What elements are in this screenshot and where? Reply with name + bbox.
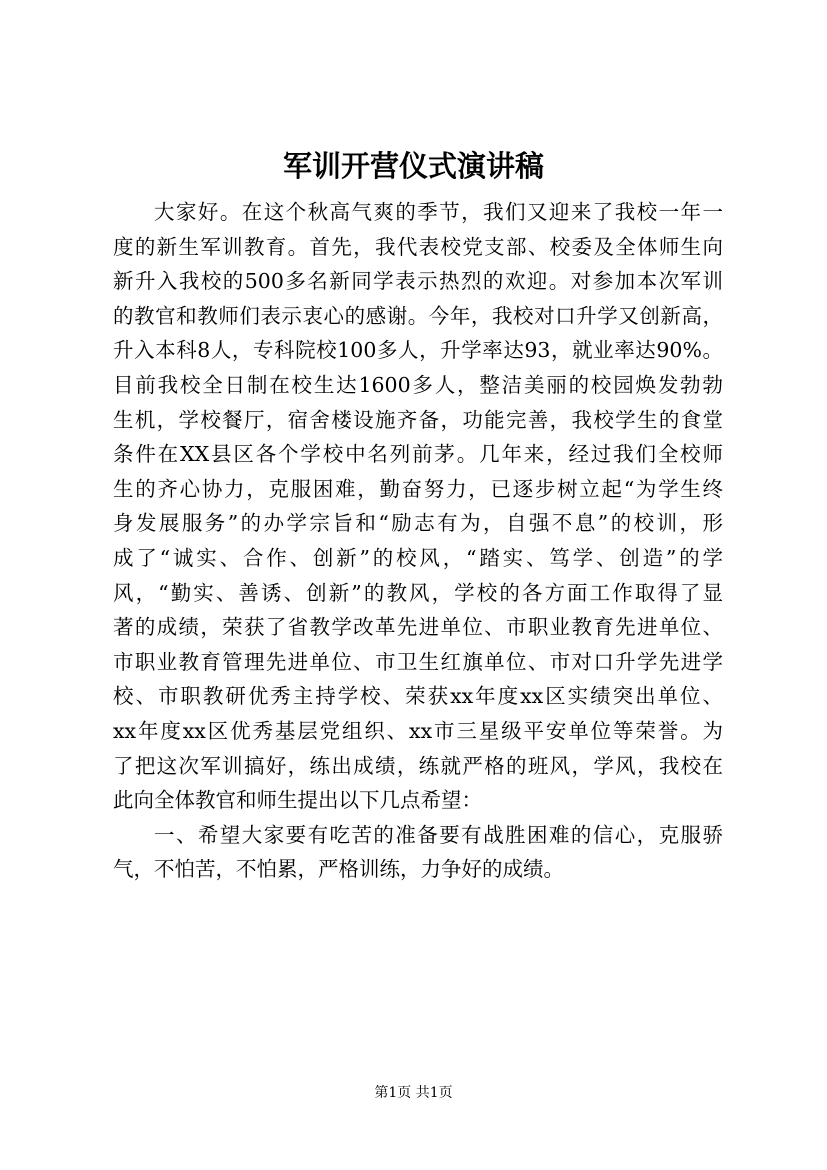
paragraph (113, 818, 723, 887)
paragraph (113, 195, 723, 818)
text-line: 度的新生军训教育。首先，我代表校党支部、校委及全体师生向 (113, 234, 723, 259)
text-line: 生的齐心协力，克服困难，勤奋努力，已逐步树立起“为学生终 (113, 476, 723, 501)
text-line: 市职业教育管理先进单位、市卫生红旗单位、市对口升学先进学 (113, 649, 723, 674)
text-line: 著的成绩，荣获了省教学改革先进单位、市职业教育先进单位、 (113, 615, 723, 640)
text-line: xx年度xx区优秀基层党组织、xx市三星级平安单位等荣誉。为 (113, 718, 723, 743)
text-line: 校、市职教研优秀主持学校、荣获xx年度xx区实绩突出单位、 (113, 684, 723, 709)
text-line: 升入本科8人，专科院校100多人，升学率达93，就业率达90%。 (113, 338, 723, 363)
text-line: 了把这次军训搞好，练出成绩，练就严格的班风，学风，我校在 (113, 753, 723, 778)
text-line: 生机，学校餐厅，宿舍楼设施齐备，功能完善，我校学生的食堂 (113, 407, 723, 432)
text-line: 风，“勤实、善诱、创新”的教风，学校的各方面工作取得了显 (113, 580, 723, 605)
document-body (113, 195, 723, 887)
text-line: 一、希望大家要有吃苦的准备要有战胜困难的信心，克服骄 (154, 822, 723, 847)
document-title: 军训开营仪式演讲稿 (282, 149, 544, 183)
text-line: 此向全体教官和师生提出以下几点希望： (113, 788, 482, 813)
text-line: 条件在XX县区各个学校中名列前茅。几年来，经过我们全校师 (113, 442, 723, 467)
text-line: 新升入我校的500多名新同学表示热烈的欢迎。对参加本次军训 (113, 269, 723, 294)
text-line: 目前我校全日制在校生达1600多人，整洁美丽的校园焕发勃勃 (113, 372, 723, 397)
text-line: 气，不怕苦，不怕累，严格训练，力争好的成绩。 (113, 857, 564, 882)
text-line: 大家好。在这个秋高气爽的季节，我们又迎来了我校一年一 (154, 200, 723, 224)
page-footer: 第1页 共1页 (374, 1085, 453, 1101)
text-line: 成了“诚实、合作、创新”的校风，“踏实、笃学、创造”的学 (113, 545, 723, 570)
text-line: 的教官和教师们表示衷心的感谢。今年，我校对口升学又创新高， (113, 303, 723, 328)
text-line: 身发展服务”的办学宗旨和“励志有为，自强不息”的校训，形 (113, 511, 723, 536)
